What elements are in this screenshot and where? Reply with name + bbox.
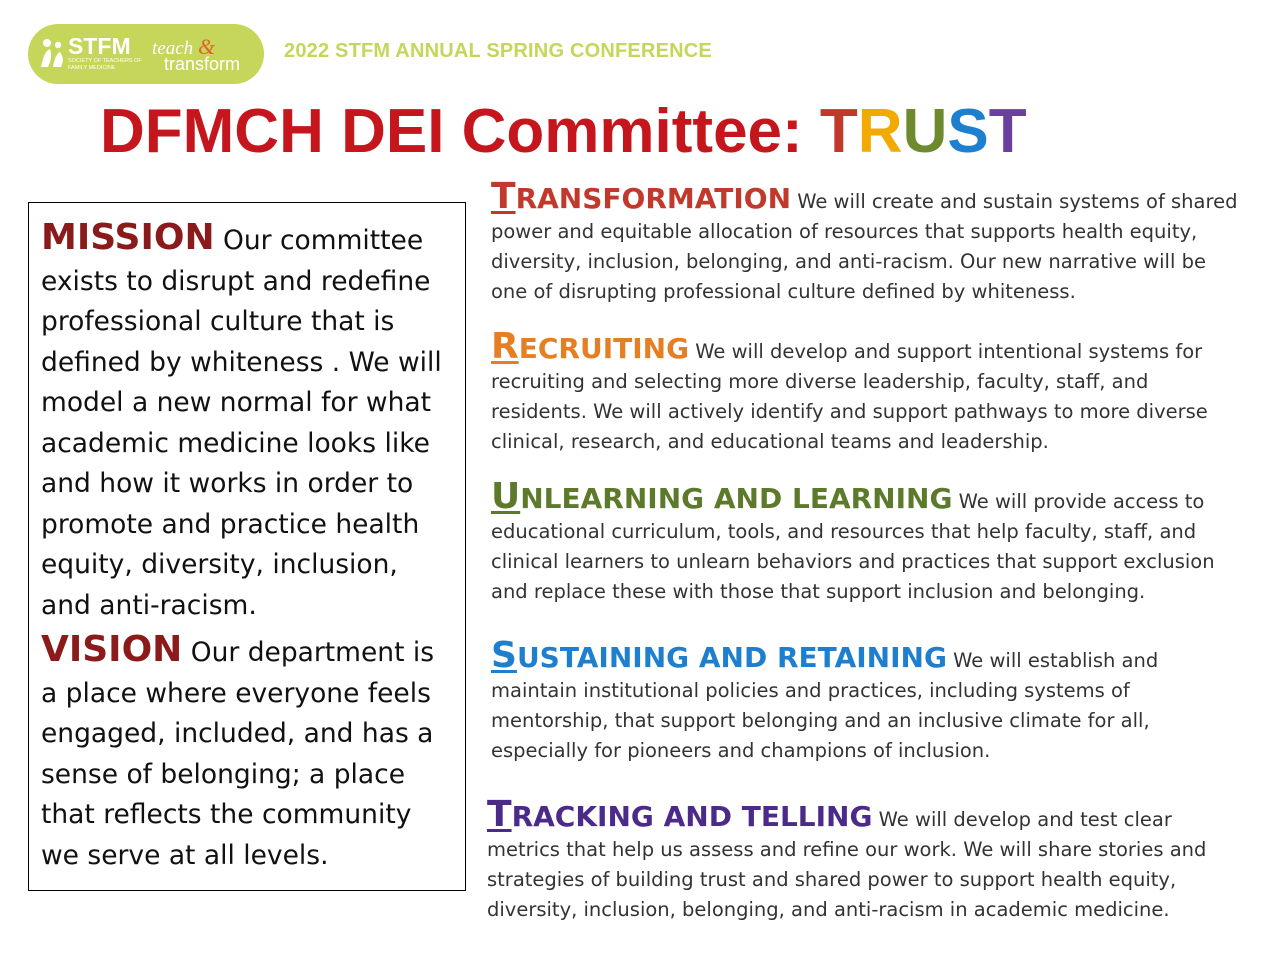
stfm-logo (28, 24, 264, 84)
acronym-letter-u: U (902, 97, 948, 166)
vision-paragraph (41, 630, 455, 876)
pillar-heading-rest: RACKING AND TELLING (511, 800, 873, 833)
pillar-heading-rest: USTAINING AND RETAINING (516, 641, 947, 674)
pillar-heading-rest: RANSFORMATION (515, 182, 791, 215)
pillar-sustaining (491, 635, 1241, 766)
pillar-unlearning (491, 476, 1241, 607)
pillar-text: We will create and sustain systems of shared power and equitable allocation of resources that supports health equity, diversity, inclusion, belonging, and anti-racism. Our new narrative will be one of disrupting professional culture defined by whiteness. (491, 190, 1238, 303)
logo-ampersand: & (198, 34, 216, 59)
page-title (100, 96, 1027, 168)
pillar-heading (491, 176, 791, 217)
pillar-initial: U (491, 476, 521, 517)
pillar-heading-rest: NLEARNING AND LEARNING (520, 482, 953, 515)
pillar-heading-rest: ECRUITING (518, 332, 690, 365)
family-figures-icon (38, 37, 68, 71)
pillar-text: We will provide access to educational curriculum, tools, and resources that help faculty, staff, and clinical learners to unlearn behaviors and practices that support exclusion and replace these with those that support inclusion and belonging. (491, 490, 1215, 603)
pillar-initial: T (487, 794, 512, 835)
pillar-initial: S (491, 635, 517, 676)
logo-transform-text: transform (164, 54, 241, 74)
mission-paragraph (41, 218, 455, 626)
acronym-letter-s: S (947, 97, 989, 166)
pillar-text: We will develop and test clear metrics that help us assess and refine our work. We will share stories and strategies of building trust and shared power to support health equity, diversity, inclusion, belonging, and anti-racism in academic medicine. (487, 808, 1207, 921)
logo-subtitle: SOCIETY OF TEACHERS OF FAMILY MEDICINE (68, 58, 142, 71)
pillar-recruiting (491, 326, 1241, 457)
pillar-transformation (491, 176, 1241, 307)
vision-heading: VISION (41, 629, 183, 670)
pillar-heading (487, 794, 873, 835)
pillar-initial: T (491, 176, 516, 217)
pillar-text: We will establish and maintain institutional policies and practices, including systems of mentorship, that support belonging and an inclusive climate for all, especially for pioneers and champions of inclusion. (491, 649, 1159, 762)
logo-brand-text: STFM (68, 33, 131, 59)
acronym-letter-t1: T (819, 97, 858, 166)
pillar-tracking (487, 794, 1242, 925)
pillar-initial: R (491, 326, 519, 367)
mission-vision-text (41, 218, 455, 878)
vision-text: Our department is a place where everyone feels engaged, included, and has a sense of belonging; a place that reflects the community we serve at all levels. (41, 637, 435, 871)
title-prefix: DFMCH DEI Committee: (100, 97, 820, 166)
pillar-text: We will develop and support intentional systems for recruiting and selecting more diverse leadership, faculty, staff, and residents. We will actively identify and support pathways to more diverse clinical, research, and educational teams and leadership. (491, 340, 1208, 453)
acronym-letter-t2: T (988, 97, 1027, 166)
mission-heading: MISSION (41, 217, 215, 258)
pillar-heading (491, 635, 947, 676)
acronym-letter-r: R (857, 97, 903, 166)
mission-text: Our committee exists to disrupt and redefine professional culture that is defined by whiteness . We will model a new normal for what academic medicine looks like and how it works in order to promote and practice health equity, diversity, inclusion, and anti-racism. (41, 225, 442, 621)
logo-teach-text: teach (152, 38, 194, 59)
conference-title: 2022 STFM ANNUAL SPRING CONFERENCE (284, 40, 712, 62)
pillar-heading (491, 326, 690, 367)
pillar-heading (491, 476, 953, 517)
